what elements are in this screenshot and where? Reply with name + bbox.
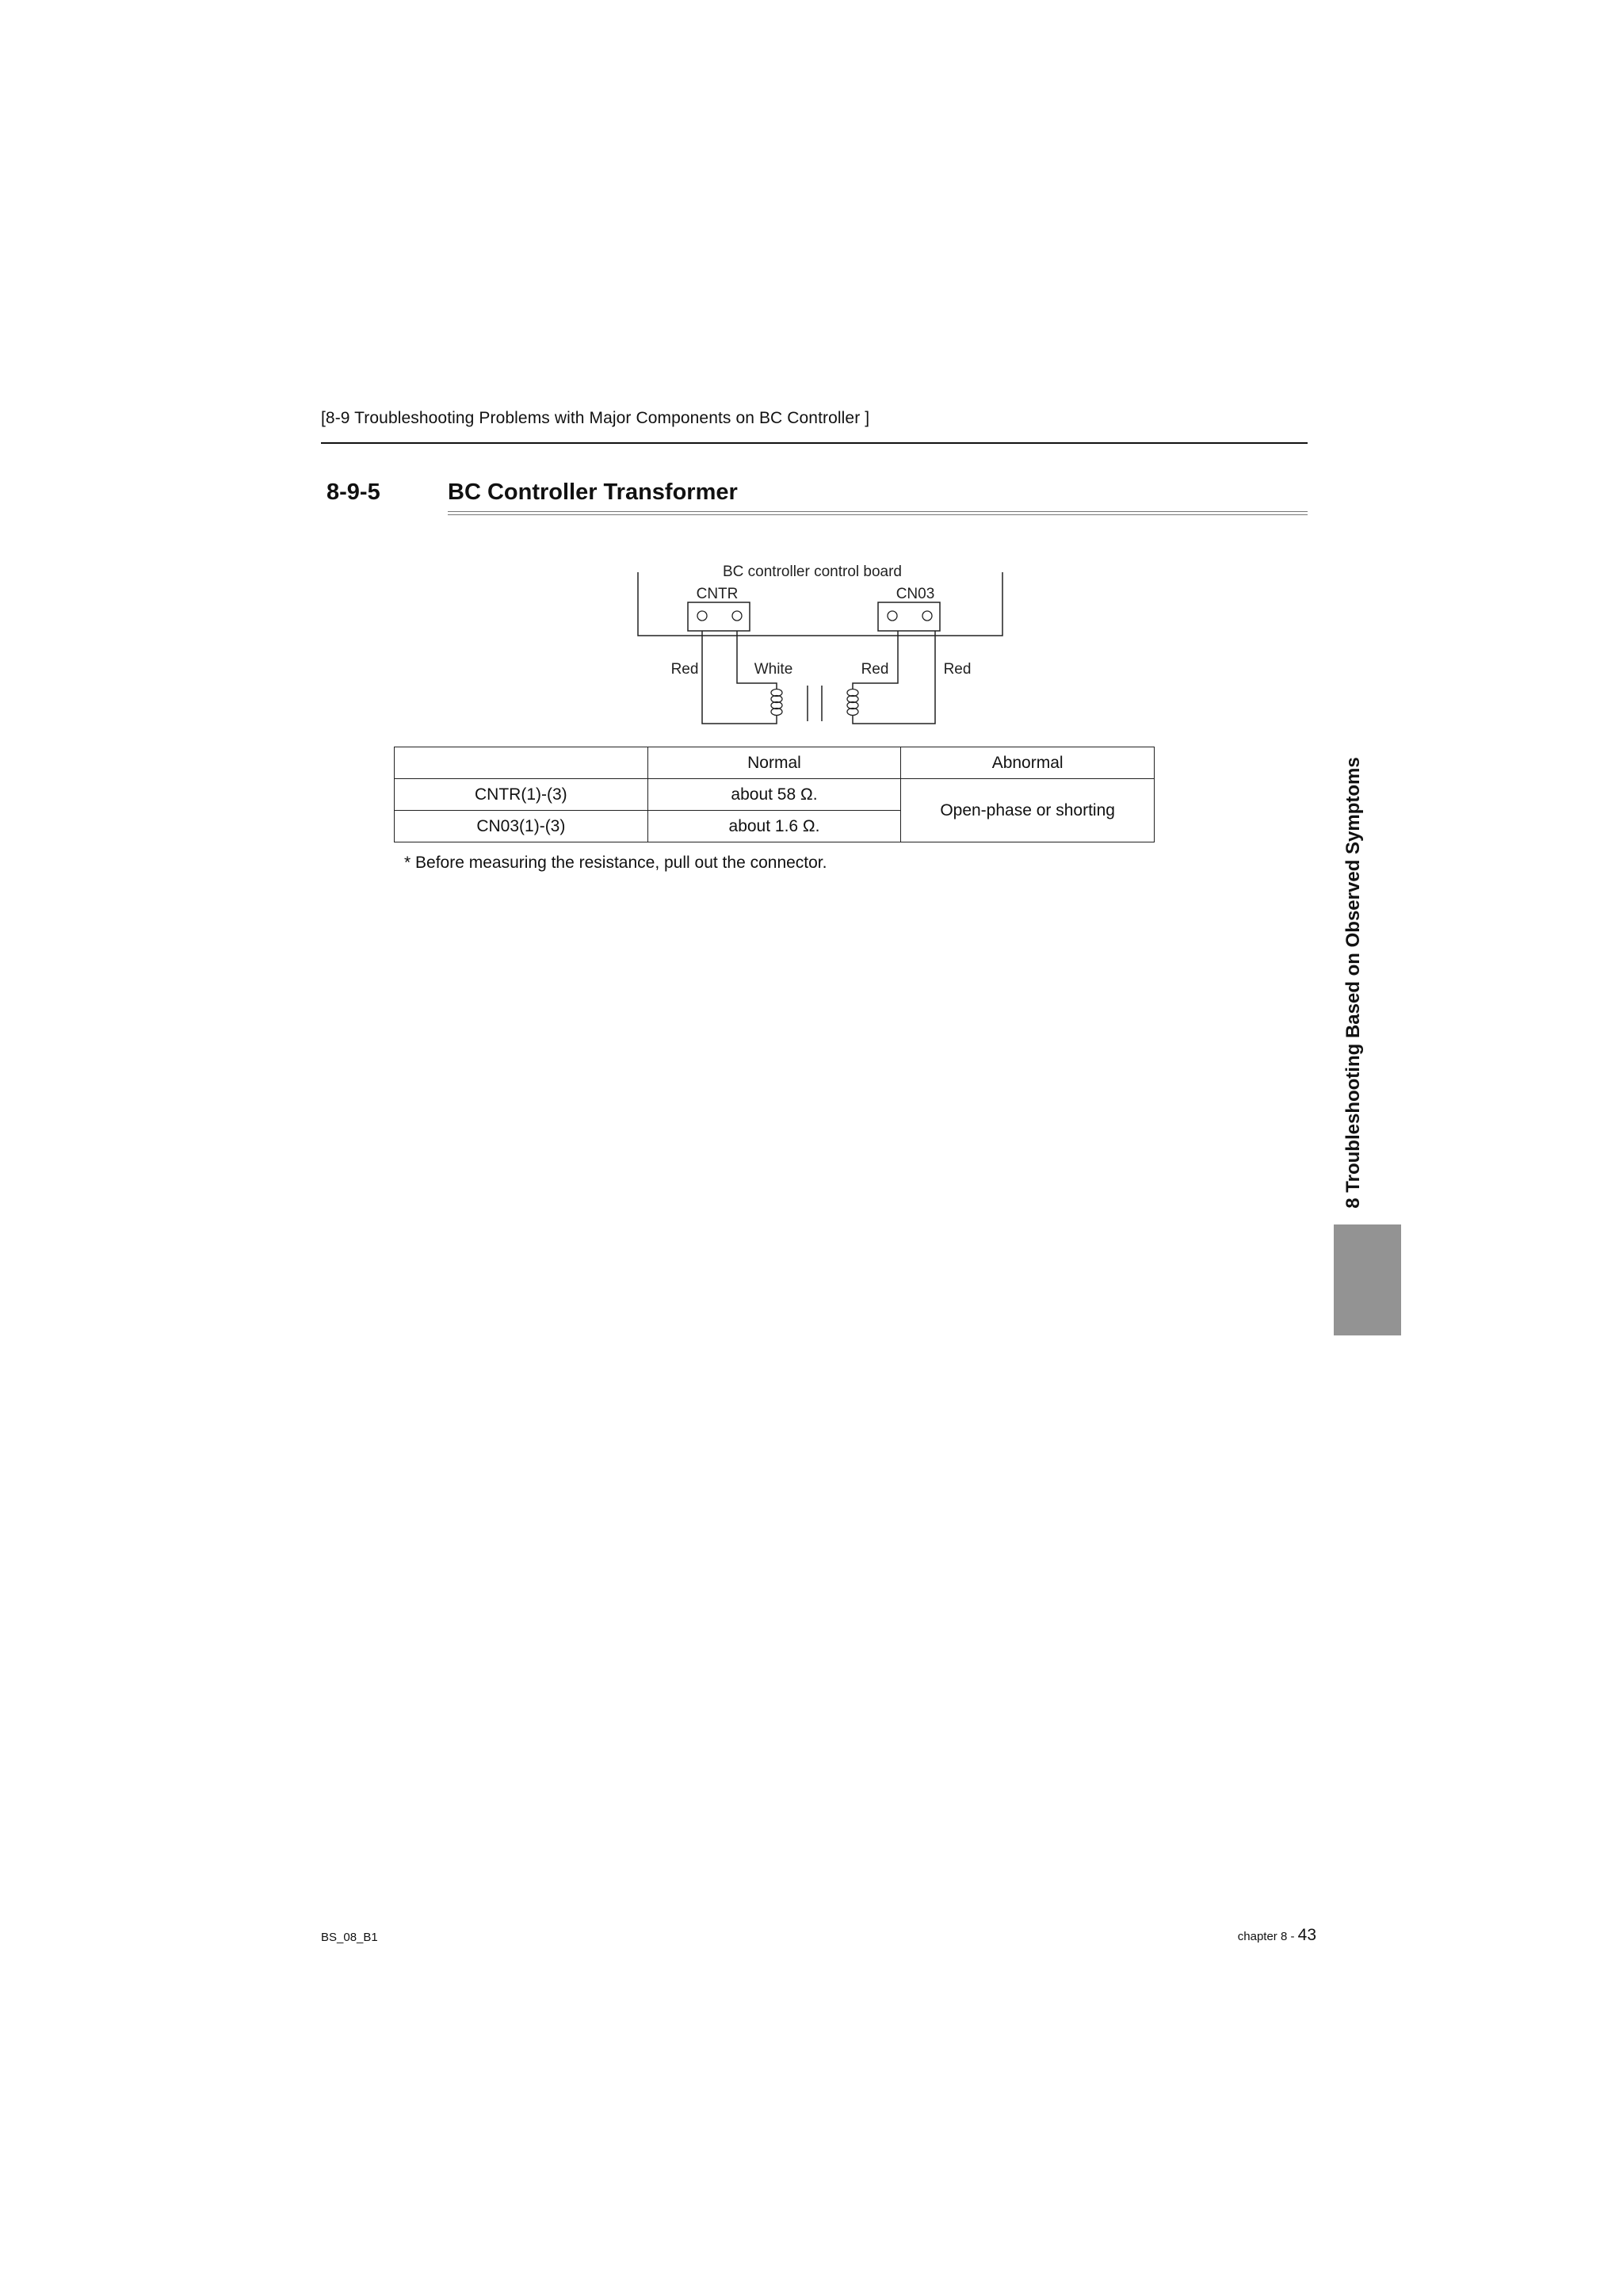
wire-label-white: White bbox=[754, 661, 793, 678]
table-header-cell bbox=[395, 747, 648, 779]
header-divider bbox=[321, 442, 1308, 444]
table-header-cell: Normal bbox=[647, 747, 901, 779]
title-divider bbox=[448, 511, 1308, 515]
chapter-side-tab-label: 8 Troubleshooting Based on Observed Symptoms bbox=[1342, 757, 1364, 1209]
wire-label-red-cntr: Red bbox=[670, 661, 699, 678]
section-number: 8-9-5 bbox=[327, 479, 380, 505]
table-cell-normal: about 58 Ω. bbox=[647, 779, 901, 811]
chapter-side-tab-marker bbox=[1334, 1224, 1401, 1335]
table-cell-item: CN03(1)-(3) bbox=[395, 811, 648, 842]
table-row bbox=[395, 779, 1155, 811]
page-number: 43 bbox=[1297, 1926, 1316, 1944]
secondary-coil bbox=[847, 690, 858, 716]
wire-label-red-cn03-1: Red bbox=[861, 661, 889, 678]
table-cell-abnormal: Open-phase or shorting bbox=[901, 779, 1155, 842]
document-code: BS_08_B1 bbox=[321, 1931, 378, 1944]
table-cell-item: CNTR(1)-(3) bbox=[395, 779, 648, 811]
wire-label-red-cn03-3: Red bbox=[943, 661, 972, 678]
table-header-row bbox=[395, 747, 1155, 779]
wire-cntr-white bbox=[737, 631, 777, 690]
running-header: [8-9 Troubleshooting Problems with Major Components on BC Controller ] bbox=[321, 409, 870, 427]
section-title: BC Controller Transformer bbox=[448, 479, 738, 505]
board-label: BC controller control board bbox=[723, 563, 902, 580]
primary-coil bbox=[771, 690, 782, 716]
resistance-table bbox=[394, 747, 1155, 842]
page-footer bbox=[1238, 1926, 1316, 1945]
footnote: * Before measuring the resistance, pull out the connector. bbox=[404, 854, 827, 872]
transformer-wiring-diagram bbox=[626, 555, 1006, 729]
table-cell-normal: about 1.6 Ω. bbox=[647, 811, 901, 842]
transformer-core bbox=[808, 686, 822, 721]
chapter-label: chapter 8 - bbox=[1237, 1930, 1298, 1943]
cn03-connector-label: CN03 bbox=[896, 586, 935, 602]
wire-cn03-red-1 bbox=[853, 631, 898, 690]
table-header-cell: Abnormal bbox=[901, 747, 1155, 779]
cntr-connector-label: CNTR bbox=[696, 586, 739, 602]
